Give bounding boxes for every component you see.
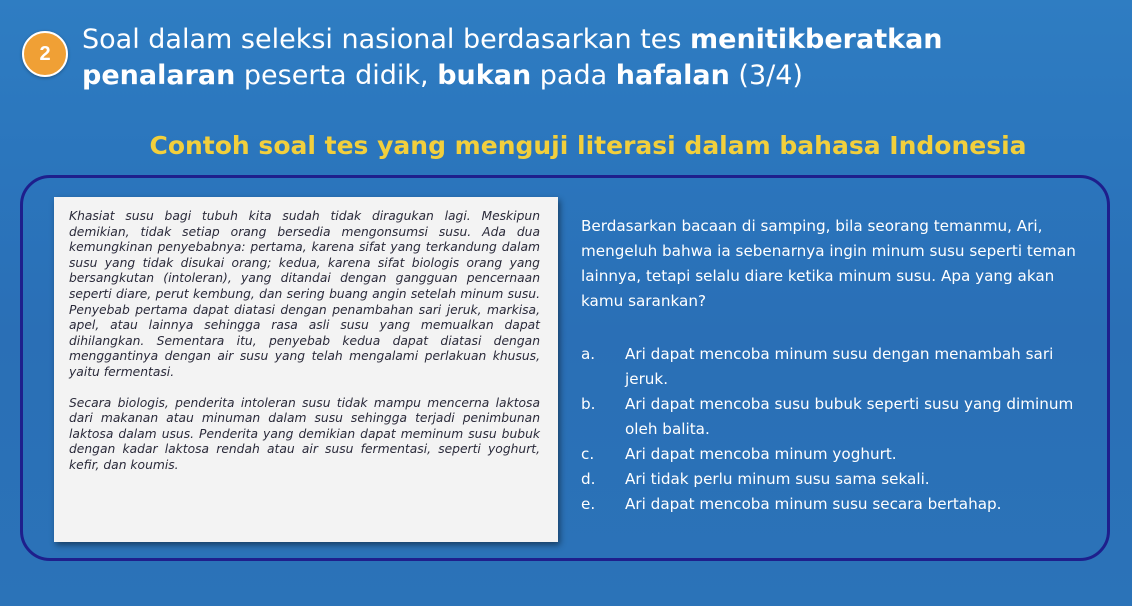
title-bold-1: menitikberatkan bbox=[690, 24, 943, 55]
option-letter: b. bbox=[581, 395, 596, 413]
title-text-4: pada bbox=[531, 60, 616, 91]
option-e bbox=[581, 492, 1101, 517]
slide-subtitle: Contoh soal tes yang menguji literasi dalam bahasa Indonesia bbox=[149, 131, 1027, 160]
title-text-1: Soal dalam seleksi nasional berdasarkan tes bbox=[82, 24, 690, 55]
title-bold-2: penalaran bbox=[82, 60, 236, 91]
question-text: Berdasarkan bacaan di samping, bila seorang temanmu, Ari, mengeluh bahwa ia sebenarnya ingin minum susu seperti teman lainnya, tetapi selalu diare ketika minum susu. Apa yang akan kamu sarankan? bbox=[581, 217, 1076, 310]
title-text-3: peserta didik, bbox=[235, 60, 438, 91]
slide-number-badge: 2 bbox=[22, 31, 68, 77]
option-d bbox=[581, 467, 1101, 492]
option-letter: d. bbox=[581, 470, 596, 488]
option-text: Ari tidak perlu minum susu sama sekali. bbox=[625, 470, 930, 488]
option-a bbox=[581, 342, 1101, 392]
option-text: Ari dapat mencoba minum yoghurt. bbox=[625, 445, 897, 463]
passage-paragraph-1: Khasiat susu bagi tubuh kita sudah tidak diragukan lagi. Meskipun demikian, tidak setiap orang bersedia mengonsumsi susu. Ada dua kemungkinan penyebabnya: pertama, karena sifat yang terkandung dalam susu yang tidak disukai orang; kedua, karena sifat biologis orang yang bersangkutan (intoleran), yang ditandai dengan gangguan pencernaan seperti diare, perut kembung, dan sering buang angin setelah minum susu. Penyebab pertama dapat diatasi dengan penambahan sari jeruk, markisa, apel, atau lainnya sehingga rasa asli susu yang memualkan dapat dihilangkan. Sementara itu, penyebab kedua dapat diatasi dengan menggantinya dengan air susu yang telah mengalami perlakuan khusus, yaitu fermentasi. bbox=[69, 209, 540, 379]
option-c bbox=[581, 442, 1101, 467]
reading-passage bbox=[54, 197, 558, 542]
title-bold-3: bukan bbox=[437, 60, 532, 91]
option-text: Ari dapat mencoba susu bubuk seperti susu yang diminum oleh balita. bbox=[625, 395, 1074, 438]
option-text: Ari dapat mencoba minum susu secara bertahap. bbox=[625, 495, 1002, 513]
answer-options bbox=[581, 342, 1101, 517]
option-b bbox=[581, 392, 1101, 442]
option-letter: e. bbox=[581, 495, 596, 513]
title-text-5: (3/4) bbox=[729, 60, 803, 91]
option-letter: a. bbox=[581, 345, 596, 363]
title-bold-4: hafalan bbox=[615, 60, 730, 91]
option-text: Ari dapat mencoba minum susu dengan menambah sari jeruk. bbox=[625, 345, 1054, 388]
slide-title bbox=[82, 22, 1102, 94]
option-letter: c. bbox=[581, 445, 595, 463]
passage-paragraph-2: Secara biologis, penderita intoleran susu tidak mampu mencerna laktosa dari makanan atau minuman dalam susu sehingga terjadi penimbunan laktosa dalam usus. Penderita yang demikian dapat meminum susu bubuk dengan kadar laktosa rendah atau air susu fermentasi, seperti yoghurt, kefir, dan koumis. bbox=[69, 395, 540, 472]
